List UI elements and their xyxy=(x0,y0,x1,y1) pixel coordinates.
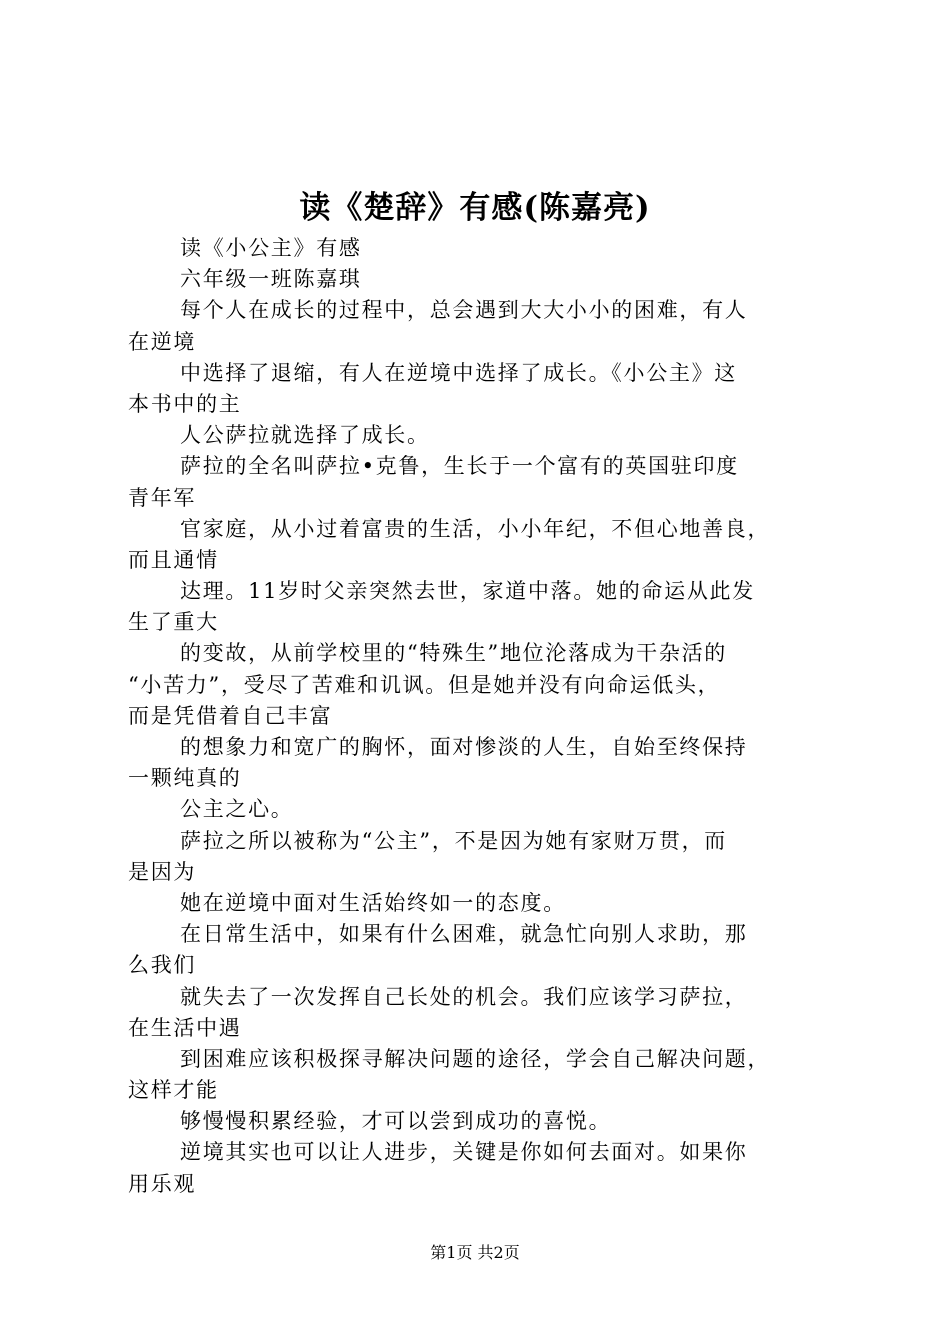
text-line: 每个人在成长的过程中，总会遇到大大小小的困难，有人 xyxy=(180,298,748,323)
text-line: 在逆境 xyxy=(128,329,197,354)
text-line: 青年军 xyxy=(128,485,197,510)
text-line: 就失去了一次发挥自己长处的机会。我们应该学习萨拉， xyxy=(180,984,748,1009)
text-line: 么我们 xyxy=(128,953,197,978)
text-line: 萨拉之所以被称为“公主”，不是因为她有家财万贯，而 xyxy=(180,828,727,853)
text-line: 的想象力和宽广的胸怀，面对惨淡的人生，自始至终保持 xyxy=(180,735,748,759)
text-line: 本书中的主 xyxy=(128,391,242,416)
text-line: 逆境其实也可以让人进步，关键是你如何去面对。如果你 xyxy=(180,1140,748,1165)
text-line: 用乐观 xyxy=(128,1171,197,1196)
text-line: “小苦力”，受尽了苦难和讥讽。但是她并没有向命运低头， xyxy=(128,672,721,697)
text-line: 官家庭，从小过着富贵的生活，小小年纪，不但心地善良， xyxy=(180,516,771,541)
text-line: 公主之心。 xyxy=(180,797,294,822)
text-line: 够慢慢积累经验，才可以尝到成功的喜悦。 xyxy=(180,1109,612,1134)
text-line: 萨拉的全名叫萨拉•克鲁，生长于一个富有的英国驻印度 xyxy=(180,454,739,479)
text-line: 到困难应该积极探寻解决问题的途径，学会自己解决问题， xyxy=(180,1046,771,1071)
page-footer: 第1页 共2页 xyxy=(430,1243,520,1262)
text-line: 是因为 xyxy=(128,859,197,884)
text-line: 六年级一班陈嘉琪 xyxy=(180,267,362,292)
text-line: 而且通情 xyxy=(128,547,219,572)
text-line: 生了重大 xyxy=(128,610,219,635)
text-line: 在生活中遇 xyxy=(128,1015,242,1040)
text-line: 一颗纯真的 xyxy=(128,766,242,791)
text-line: 她在逆境中面对生活始终如一的态度。 xyxy=(180,890,566,915)
text-line: 读《小公主》有感 xyxy=(180,236,362,260)
document-title: 读《楚辞》有感(陈嘉亮) xyxy=(299,190,651,226)
text-line: 这样才能 xyxy=(128,1078,219,1103)
text-line: 中选择了退缩，有人在逆境中选择了成长。《小公主》这 xyxy=(180,360,737,385)
document-body xyxy=(128,233,838,1200)
text-line: 的变故，从前学校里的“特殊生”地位沦落成为干杂活的 xyxy=(180,641,727,666)
text-line: 人公萨拉就选择了成长。 xyxy=(180,423,430,448)
text-line: 而是凭借着自己丰富 xyxy=(128,703,333,728)
text-line: 在日常生活中，如果有什么困难，就急忙向别人求助，那 xyxy=(180,922,748,947)
text-line: 达理。11岁时父亲突然去世，家道中落。她的命运从此发 xyxy=(180,579,755,604)
